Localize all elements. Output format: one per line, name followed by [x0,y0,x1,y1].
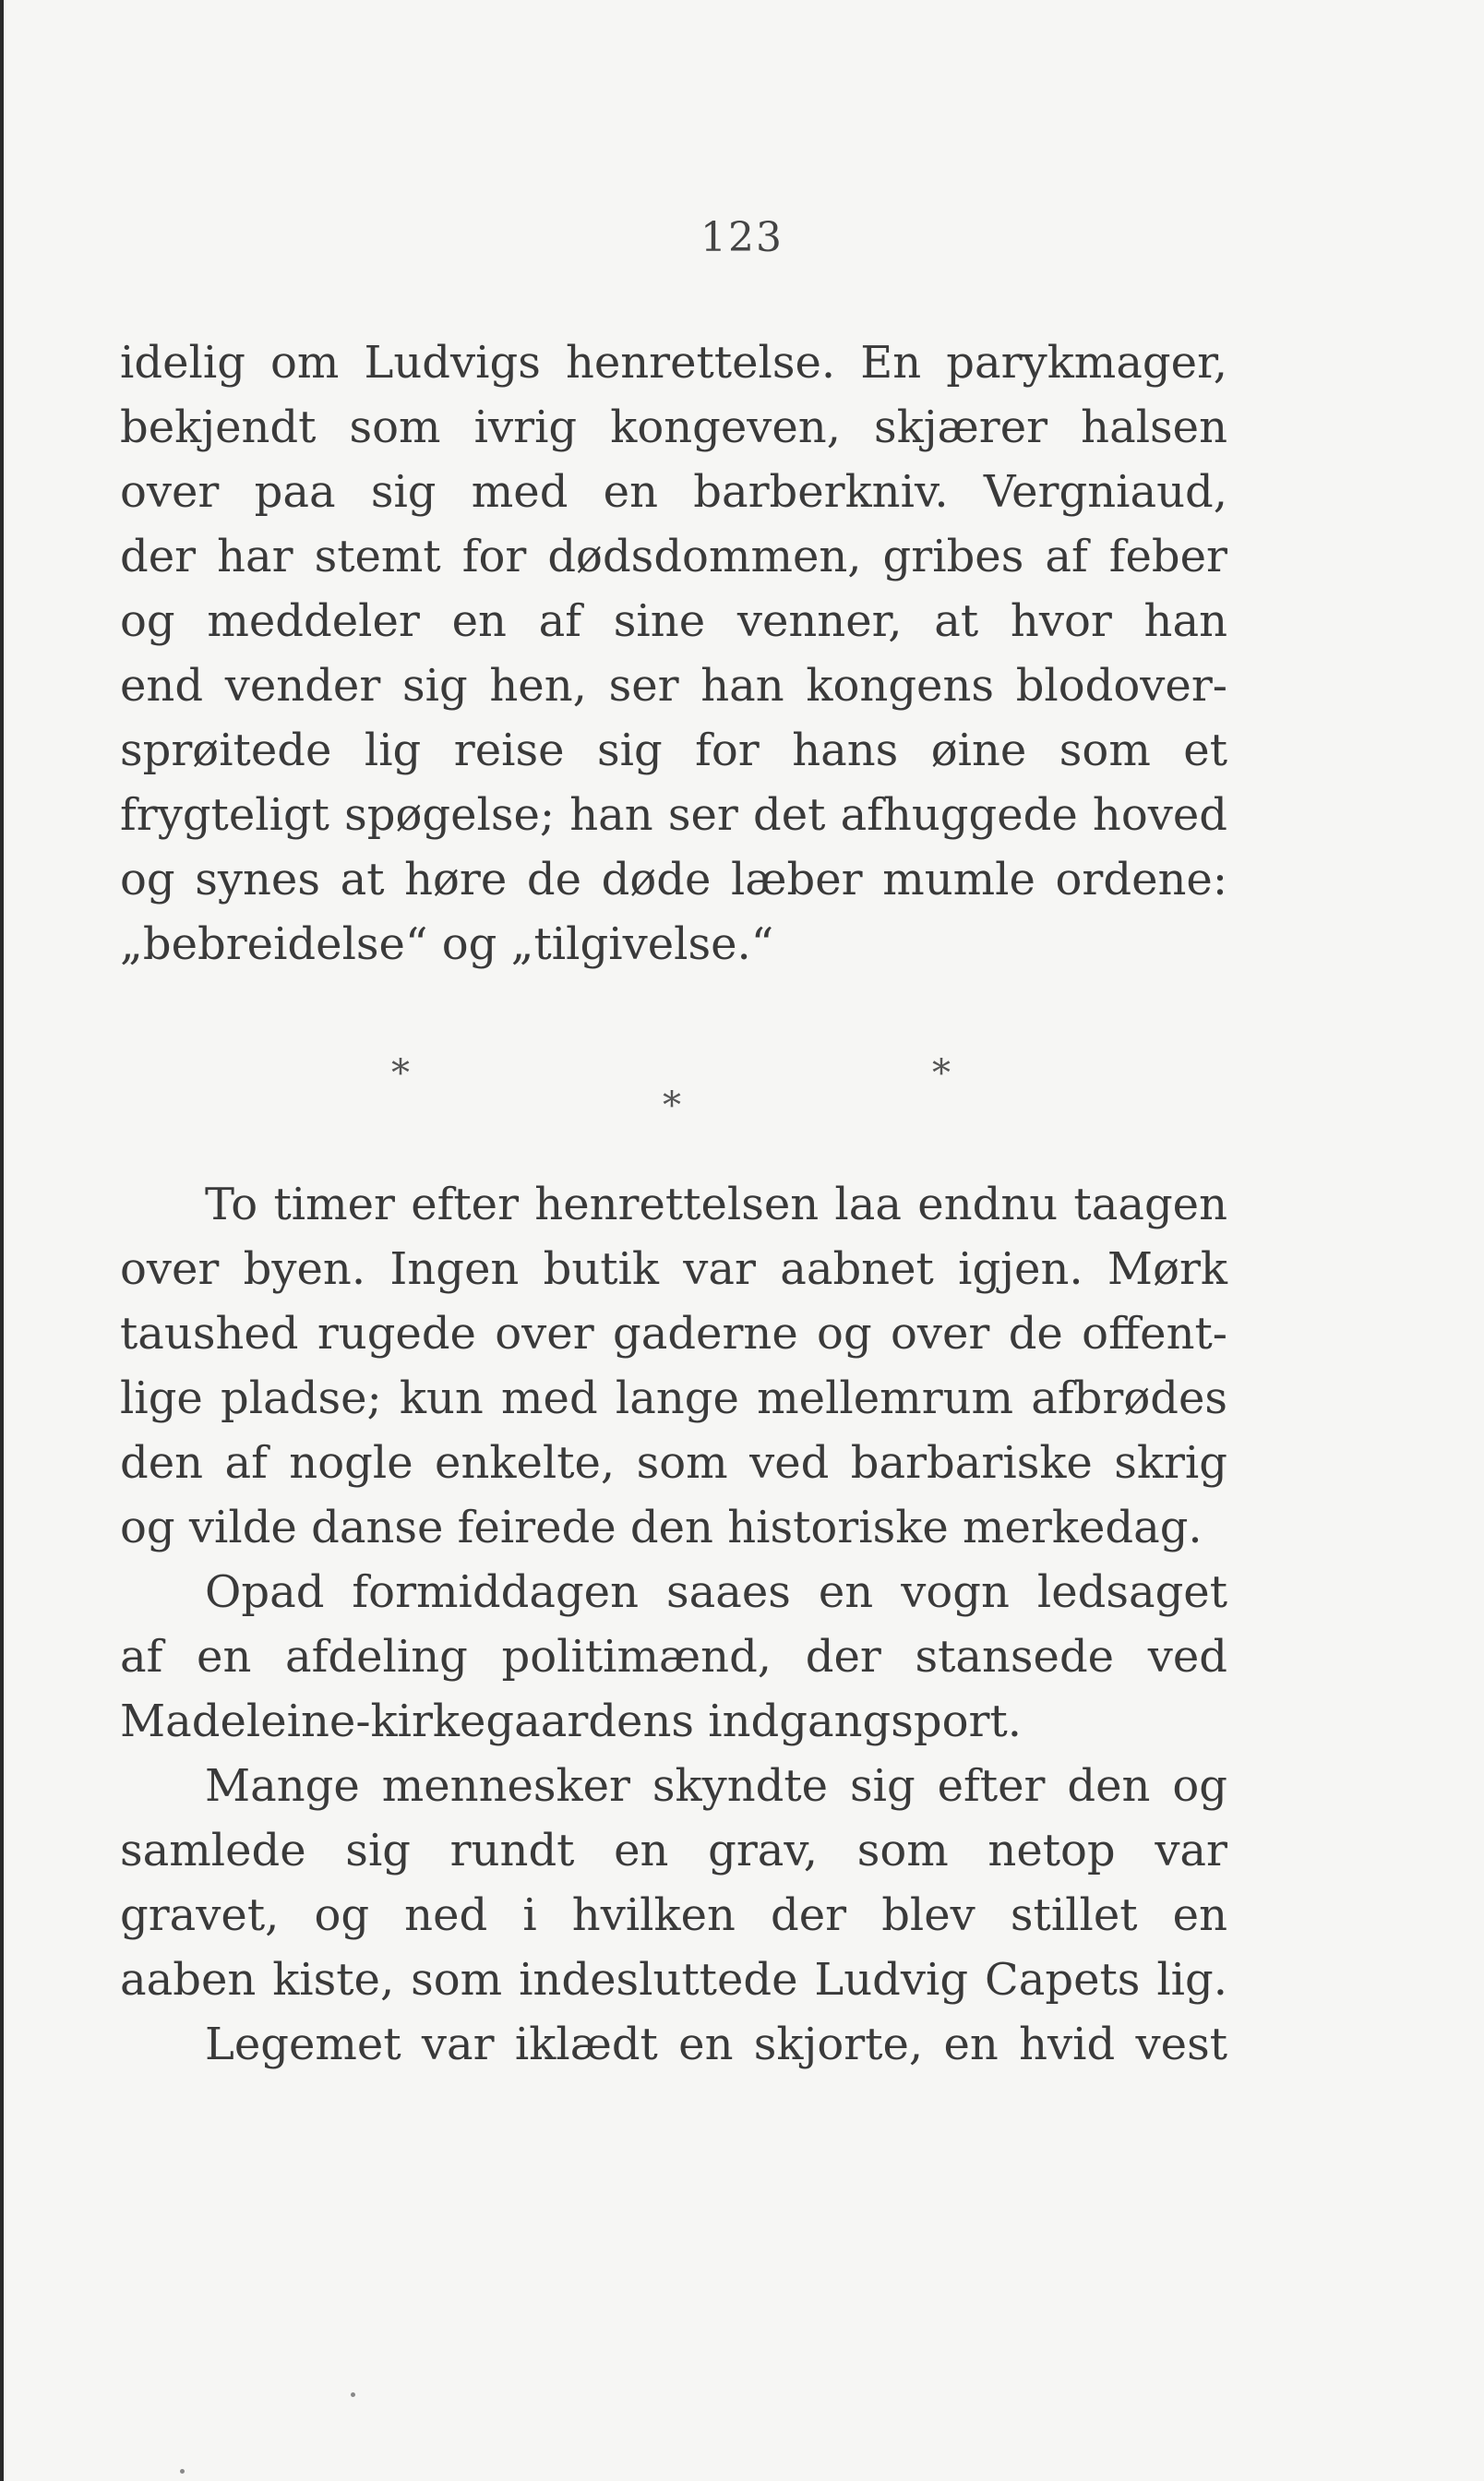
paper-speck [180,2469,185,2474]
text-line: gravet, og ned i hvilken der blev stillet en [120,1889,1227,1941]
text-line: Madeleine-kirkegaardens indgangsport. [120,1696,1022,1747]
page-binding-edge [0,0,4,2481]
text-line: bekjendt som ivrig kongeven, skjærer halsen [120,402,1227,453]
paragraph-top [120,330,1227,977]
asterisk: * [663,1085,681,1127]
text-line: Mange mennesker skyndte sig efter den og [205,1760,1227,1812]
text-line: Legemet var iklædt en skjorte, en hvid vest [205,2019,1227,2070]
text-line: og synes at høre de døde læber mumle ordene: [120,854,1227,905]
text-line: idelig om Ludvigs henrettelse. En parykmager, [120,337,1227,389]
section-break-asterisks [0,1034,1484,1135]
text-line: To timer efter henrettelsen laa endnu taagen [205,1179,1227,1230]
text-line: frygteligt spøgelse; han ser det afhuggede hoved [120,789,1227,841]
text-line: den af nogle enkelte, som ved barbariske skrig [120,1437,1227,1489]
text-line: sprøitede lig reise sig for hans øine som et [120,725,1227,776]
asterisk: * [932,1052,951,1095]
text-line: aaben kiste, som indesluttede Ludvig Capets lig. [120,1954,1227,2006]
paper-speck [351,2392,355,2397]
asterisk: * [391,1052,410,1095]
text-line: end vender sig hen, ser han kongens blodover- [120,660,1227,712]
text-line: taushed rugede over gaderne og over de offent- [120,1308,1227,1360]
text-line: lige pladse; kun med lange mellemrum afbrødes [120,1372,1227,1424]
text-line: der har stemt for dødsdommen, gribes af feber [120,531,1227,582]
text-line: og meddeler en af sine venner, at hvor han [120,595,1227,647]
text-line: samlede sig rundt en grav, som netop var [120,1825,1227,1876]
page-number: 123 [700,214,784,261]
text-line: af en afdeling politimænd, der stansede ved [120,1631,1227,1683]
text-line: Opad formiddagen saaes en vogn ledsaget [205,1566,1227,1618]
text-line: „bebreidelse“ og „tilgivelse.“ [120,918,774,970]
text-line: over byen. Ingen butik var aabnet igjen. Mørk [120,1243,1227,1295]
paragraph-bottom [120,1172,1227,2077]
text-line: og vilde danse feirede den historiske merkedag. [120,1502,1203,1553]
text-line: over paa sig med en barberkniv. Vergniaud, [120,466,1227,518]
